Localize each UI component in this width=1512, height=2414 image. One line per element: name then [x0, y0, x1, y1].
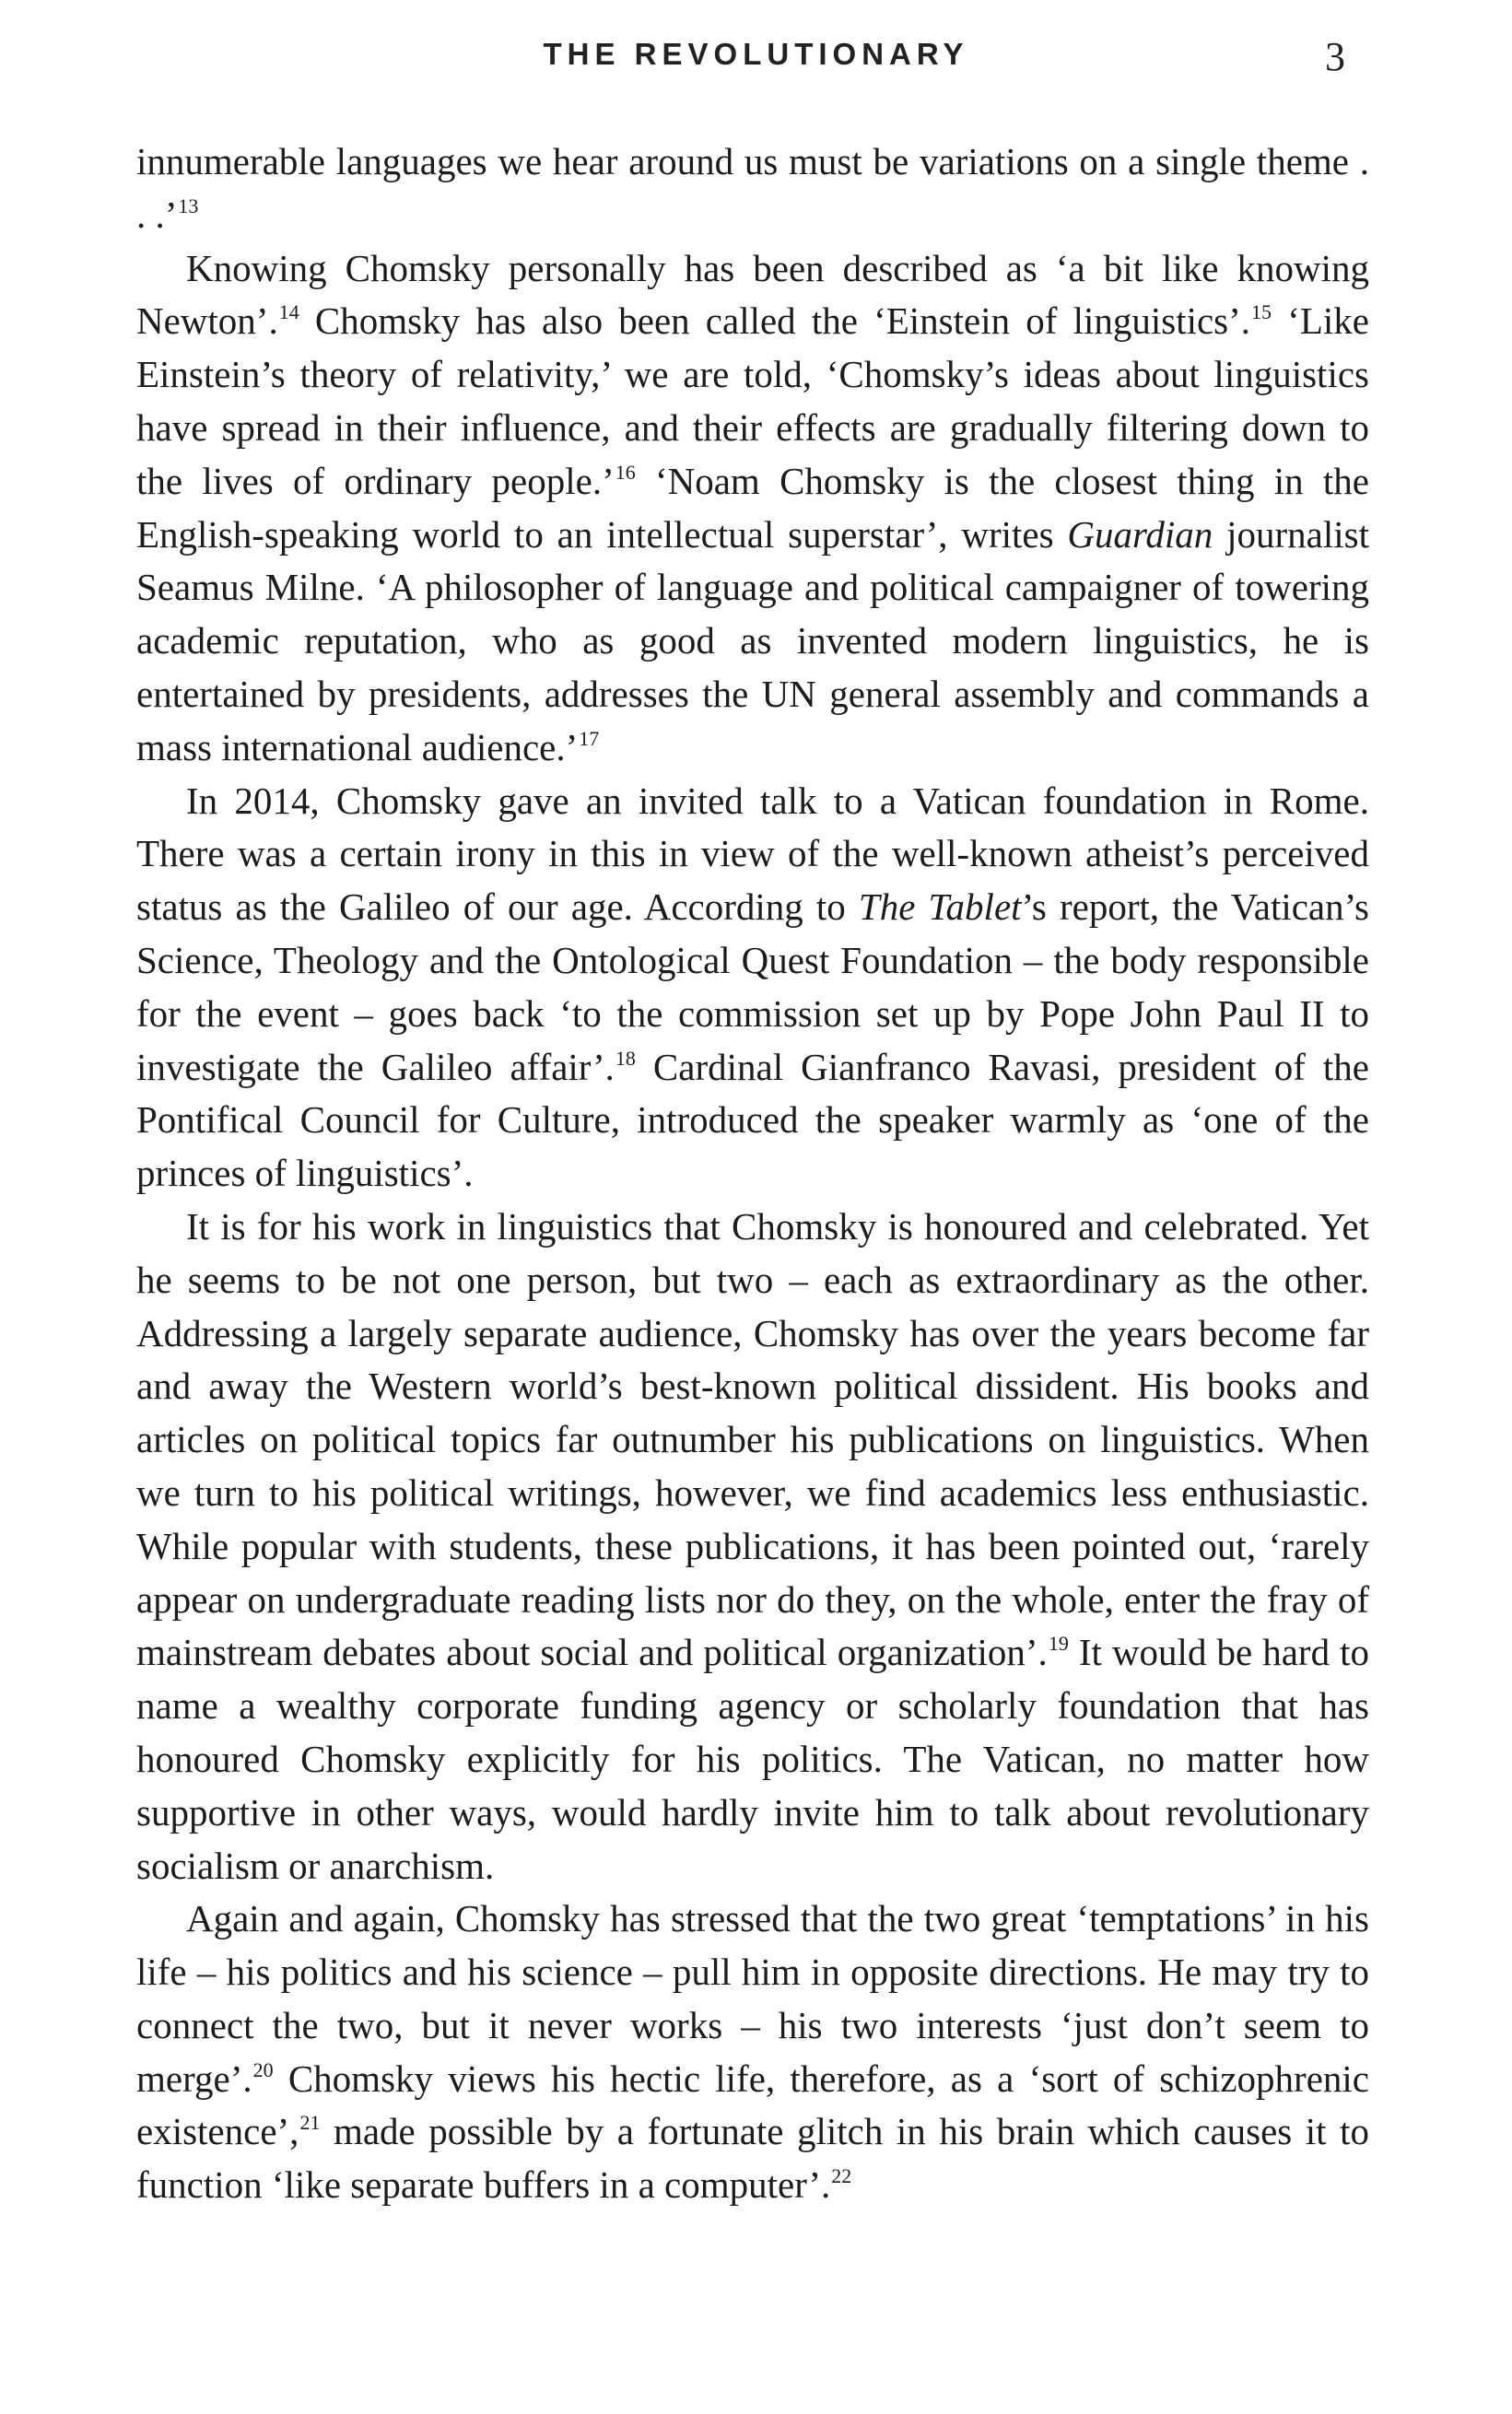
text-run: Again and again, Chomsky has stressed that the two great ‘temptations’ in his life – his politics and his science – pull him in opposite directions. He may try to connect the two, but it never works – his two interests ‘just don’t seem to merge’.: [136, 1897, 1369, 2100]
footnote-ref: 21: [299, 2111, 321, 2135]
paragraph: [136, 135, 1369, 242]
text-run: It is for his work in linguistics that Chomsky is honoured and celebrated. Yet he seems to be not one person, but two – each as extraordinary as the other. Addressing a largely separate audience, Chomsky has over the years become far and away the Western world’s best-known political dissident. His books and articles on political topics far outnumber his publications on linguistics. When we turn to his political writings, however, we find academics less enthusiastic. While popular with students, these publications, it has been pointed out, ‘rarely appear on undergraduate reading lists nor do they, on the whole, enter the fray of mainstream debates about social and political organization’.: [136, 1204, 1369, 1674]
footnote-ref: 19: [1048, 1632, 1069, 1656]
text-run: ‘Like Einstein’s theory of relativity,’ we are told, ‘Chomsky’s ideas about linguistics have spread in their influence, and their effects are gradually filtering down to the lives of ordinary people.’: [136, 299, 1369, 502]
text-run: Knowing Chomsky personally has been described as ‘a bit like knowing Newton’.: [136, 246, 1369, 343]
text-run: ’s report, the Vatican’s Science, Theology and the Ontological Quest Foundation – the body responsible for the event – goes back ‘to the commission set up by Pope John Paul II to investigate the Galileo affair’.: [136, 885, 1369, 1088]
running-head: [0, 33, 1512, 88]
footnote-ref: 15: [1251, 300, 1272, 324]
page-number: 3: [1325, 34, 1345, 79]
body-text: [136, 135, 1369, 2212]
text-run: innumerable languages we hear around us must be variations on a single theme . . .’: [136, 140, 1369, 236]
text-run: Chomsky has also been called the ‘Einstein of linguistics’.: [299, 299, 1251, 343]
text-run: In 2014, Chomsky gave an invited talk to a Vatican foundation in Rome. There was a certain irony in this in view of the well-known atheist’s perceived status as the Galileo of our age. According to: [136, 779, 1369, 929]
paragraph: [136, 1893, 1369, 2212]
text-run: It would be hard to name a wealthy corporate funding agency or scholarly foundation that has honoured Chomsky explicitly for his politics. The Vatican, no matter how supportive in other ways, would hardly invite him to talk about revolutionary socialism or anarchism.: [136, 1631, 1370, 1887]
running-title: THE REVOLUTIONARY: [543, 37, 969, 71]
italic-title: Guardian: [1067, 512, 1213, 556]
text-run: journalist Seamus Milne. ‘A philosopher of language and political campaigner of towering academic reputation, who as good as invented modern linguistics, he is entertained by presidents, addresses the UN general assembly and commands a mass international audience.’: [136, 512, 1369, 768]
paragraph: [136, 1201, 1369, 1893]
paragraph: [136, 775, 1369, 1201]
footnote-ref: 14: [278, 300, 299, 324]
footnote-ref: 18: [615, 1046, 636, 1070]
footnote-ref: 13: [178, 193, 199, 217]
paragraph: [136, 242, 1369, 775]
footnote-ref: 16: [615, 460, 636, 484]
text-run: ‘Noam Chomsky is the closest thing in the English-speaking world to an intellectual superstar’, writes: [136, 459, 1369, 556]
footnote-ref: 17: [579, 726, 600, 750]
text-run: Chomsky views his hectic life, therefore, as a ‘sort of schizophrenic existence’,: [136, 2057, 1369, 2153]
text-run: made possible by a fortunate glitch in his brain which causes it to function ‘like separate buffers in a computer’.: [136, 2110, 1369, 2207]
footnote-ref: 22: [831, 2164, 852, 2188]
italic-title: The Tablet: [858, 885, 1022, 929]
text-run: Cardinal Gianfranco Ravasi, president of the Pontifical Council for Culture, introduced the speaker warmly as ‘one of the princes of linguistics’.: [136, 1045, 1369, 1195]
footnote-ref: 20: [252, 2057, 274, 2081]
